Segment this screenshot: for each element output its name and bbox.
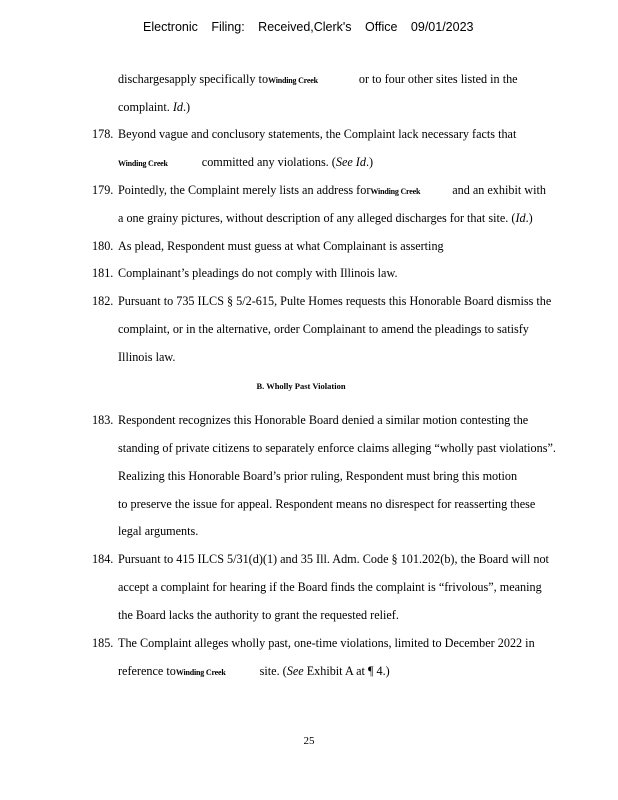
paragraph-number: 178. — [92, 127, 114, 141]
filing-header: Electronic Filing: Received,Clerk's Office 09/01/2023 — [143, 20, 474, 34]
paragraph-number: 184. — [92, 552, 114, 566]
body-line: Winding Creek committed any violations. (See Id.) — [118, 155, 374, 169]
body-line: Realizing this Honorable Board’s prior ruling, Respondent must bring this motion — [118, 469, 518, 483]
body-line: to preserve the issue for appeal. Respondent means no disrespect for reasserting these — [118, 497, 536, 511]
paragraph-number: 183. — [92, 413, 114, 427]
section-heading: B. Wholly Past Violation — [256, 381, 346, 391]
paragraph-number: 182. — [92, 294, 114, 308]
paragraph-180: 180. As plead, Respondent must guess at what Complainant is asserting — [92, 239, 444, 253]
paragraph-181: 181. Complainant’s pleadings do not comply with Illinois law. — [92, 266, 398, 280]
body-line: complaint, or in the alternative, order Complainant to amend the pleadings to satisfy — [118, 322, 529, 336]
site-name: Winding Creek — [268, 76, 318, 85]
body-line: a one grainy pictures, without description of any alleged discharges for that site. (Id.) — [118, 211, 533, 225]
paragraph-178: 178. Beyond vague and conclusory statements, the Complaint lack necessary facts that — [92, 127, 517, 141]
body-line: standing of private citizens to separately enforce claims alleging “wholly past violations”. — [118, 441, 556, 455]
site-name: Winding Creek — [118, 159, 168, 168]
paragraph-number: 179. — [92, 183, 114, 197]
site-name: Winding Creek — [175, 668, 226, 677]
paragraph-179: 179. Pointedly, the Complaint merely lists an address forWinding Creek and an exhibit with — [92, 183, 546, 197]
paragraph-number: 180. — [92, 239, 114, 253]
paragraph-number: 185. — [92, 636, 114, 650]
paragraph-182: 182. Pursuant to 735 ILCS § 5/2-615, Pulte Homes requests this Honorable Board dismiss the — [92, 294, 552, 308]
body-line: Illinois law. — [118, 350, 176, 364]
body-line: accept a complaint for hearing if the Board finds the complaint is “frivolous”, meaning — [118, 580, 542, 594]
site-name: Winding Creek — [370, 187, 421, 196]
paragraph-184: 184. Pursuant to 415 ILCS 5/31(d)(1) and 35 Ill. Adm. Code § 101.202(b), the Board will not — [92, 552, 549, 566]
page-number: 25 — [303, 735, 315, 747]
body-line: reference toWinding Creek site. (See Exhibit A at ¶ 4.) — [118, 664, 390, 678]
body-line: legal arguments. — [118, 524, 199, 538]
body-line: complaint. Id.) — [118, 100, 191, 114]
paragraph-185: 185. The Complaint alleges wholly past, one-time violations, limited to December 2022 in — [92, 636, 535, 650]
body-line: the Board lacks the authority to grant the requested relief. — [118, 608, 399, 622]
paragraph-number: 181. — [92, 266, 114, 280]
paragraph-183: 183. Respondent recognizes this Honorable Board denied a similar motion contesting the — [92, 413, 529, 427]
body-line: dischargesapply specifically toWinding Creek or to four other sites listed in the — [118, 72, 518, 86]
